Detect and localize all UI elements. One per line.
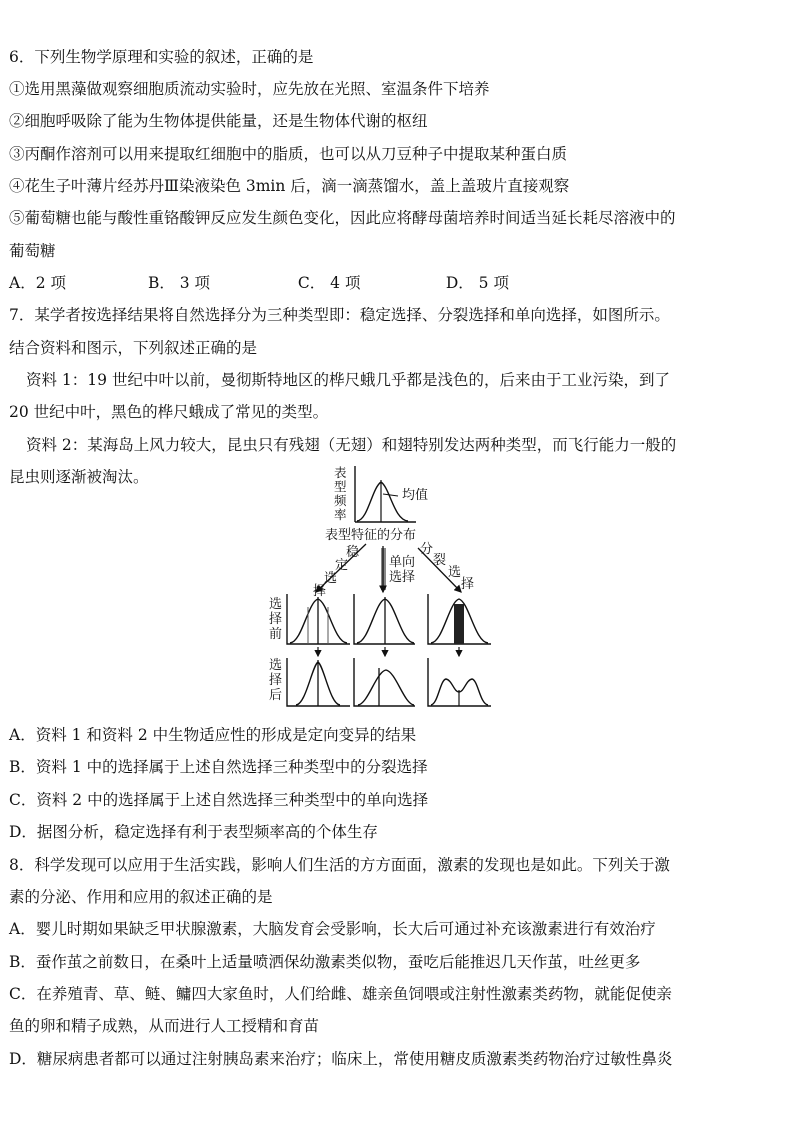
before-selection-label <box>269 596 282 642</box>
top-bell-curve <box>357 482 408 521</box>
q8-option-b: B．蚕作茧之前数日，在桑叶上适量喷洒保幼激素类似物，蚕吃后能推迟几天作茧，吐丝更多 <box>9 953 641 971</box>
q6-item-5-cont: 葡萄糖 <box>9 242 56 260</box>
svg-text:后: 后 <box>269 688 283 703</box>
directional-selection-label <box>389 555 415 585</box>
disruptive-after-panel <box>428 658 491 706</box>
q6-option-b: B． 3 项 <box>147 274 211 292</box>
q7-option-b: B．资料 1 中的选择属于上述自然选择三种类型中的分裂选择 <box>9 758 428 776</box>
q7-stem-line1: 7．某学者按选择结果将自然选择分为三种类型即：稳定选择、分裂选择和单向选择，如图所示。 <box>9 306 670 324</box>
q8-stem-line2: 素的分泌、作用和应用的叙述正确的是 <box>9 888 273 906</box>
q6-item-2: ②细胞呼吸除了能为生物体提供能量，还是生物体代谢的枢纽 <box>9 112 428 130</box>
svg-text:选择: 选择 <box>389 570 416 585</box>
svg-text:择: 择 <box>313 584 327 599</box>
svg-text:频: 频 <box>334 493 347 508</box>
svg-text:型: 型 <box>334 479 347 494</box>
svg-text:选: 选 <box>448 565 462 580</box>
selection-types-figure <box>268 466 518 708</box>
q6-options <box>9 273 509 293</box>
q7-stem-line2: 结合资料和图示，下列叙述正确的是 <box>9 339 258 357</box>
q7-option-d: D．据图分析，稳定选择有利于表型频率高的个体生存 <box>9 823 378 841</box>
svg-text:分: 分 <box>420 542 434 557</box>
svg-text:单向: 单向 <box>389 555 416 570</box>
q8-option-d: D．糖尿病患者都可以通过注射胰岛素来治疗；临床上，常使用糖皮质激素类药物治疗过敏性鼻炎 <box>9 1050 673 1068</box>
svg-text:选: 选 <box>269 597 283 612</box>
stable-after-panel <box>287 658 350 706</box>
after-selection-label <box>269 657 282 703</box>
svg-text:择: 择 <box>269 612 283 627</box>
svg-text:选: 选 <box>324 571 338 586</box>
q7-material1-line1: 资料 1：19 世纪中叶以前，曼彻斯特地区的桦尺蛾几乎都是浅色的，后来由于工业污染，到了 <box>26 371 670 389</box>
svg-text:稳: 稳 <box>346 545 360 560</box>
q6-item-4: ④花生子叶薄片经苏丹Ⅲ染液染色 3min 后，滴一滴蒸馏水，盖上盖玻片直接观察 <box>9 177 570 195</box>
disruptive-selection-label <box>420 542 474 592</box>
svg-text:裂: 裂 <box>433 553 447 568</box>
stable-selection-label <box>313 545 360 599</box>
mean-pointer <box>383 494 398 496</box>
q6-item-5: ⑤葡萄糖也能与酸性重铬酸钾反应发生颜色变化，因此应将酵母菌培养时间适当延长耗尽溶液中的 <box>9 209 676 227</box>
q6-option-d: D． 5 项 <box>445 274 509 292</box>
svg-text:前: 前 <box>269 627 283 642</box>
q8-stem-line1: 8．科学发现可以应用于生活实践，影响人们生活的方方面面，激素的发现也是如此。下列关于激 <box>9 856 670 874</box>
disruptive-before-panel <box>428 594 491 644</box>
q7-material2-line2: 昆虫则逐渐被淘汰。 <box>9 468 149 486</box>
svg-text:选: 选 <box>269 658 283 673</box>
selection-diagram <box>268 466 518 708</box>
stable-before-panel <box>287 594 350 644</box>
q6-item-3: ③丙酮作溶剂可以用来提取红细胞中的脂质，也可以从刀豆种子中提取某种蛋白质 <box>9 145 568 163</box>
q7-option-a: A．资料 1 和资料 2 中生物适应性的形成是定向变异的结果 <box>9 726 417 744</box>
top-y-label <box>334 466 347 522</box>
distribution-caption: 表型特征的分布 <box>325 528 417 543</box>
svg-text:表: 表 <box>334 466 347 480</box>
q7-material2-line1: 资料 2：某海岛上风力较大，昆虫只有残翅（无翅）和翅特别发达两种类型，而飞行能力一般的 <box>26 436 677 454</box>
q6-option-a: A．2 项 <box>9 274 66 292</box>
q7-option-c: C．资料 2 中的选择属于上述自然选择三种类型中的单向选择 <box>9 791 429 809</box>
q6-option-c: C． 4 项 <box>297 274 361 292</box>
q8-option-a: A．婴儿时期如果缺乏甲状腺激素，大脑发育会受影响，长大后可通过补充该激素进行有效治疗 <box>9 920 656 938</box>
q7-material1-line2: 20 世纪中叶，黑色的桦尺蛾成了常见的类型。 <box>9 403 329 421</box>
q8-option-c: C．在养殖青、草、鲢、鳙四大家鱼时，人们给雌、雄亲鱼饲喂或注射性激素类药物，就能促使亲 <box>9 985 672 1003</box>
q6-item-1: ①选用黑藻做观察细胞质流动实验时，应先放在光照、室温条件下培养 <box>9 80 490 98</box>
svg-text:择: 择 <box>269 673 283 688</box>
mean-label: 均值 <box>402 488 429 503</box>
svg-text:择: 择 <box>461 577 475 592</box>
svg-text:定: 定 <box>335 558 349 573</box>
q8-option-c-cont: 鱼的卵和精子成熟，从而进行人工授精和育苗 <box>9 1017 320 1035</box>
q6-stem: 6．下列生物学原理和实验的叙述，正确的是 <box>9 48 314 66</box>
directional-before-panel <box>354 594 415 644</box>
directional-after-panel <box>354 658 415 706</box>
svg-text:率: 率 <box>334 507 347 522</box>
